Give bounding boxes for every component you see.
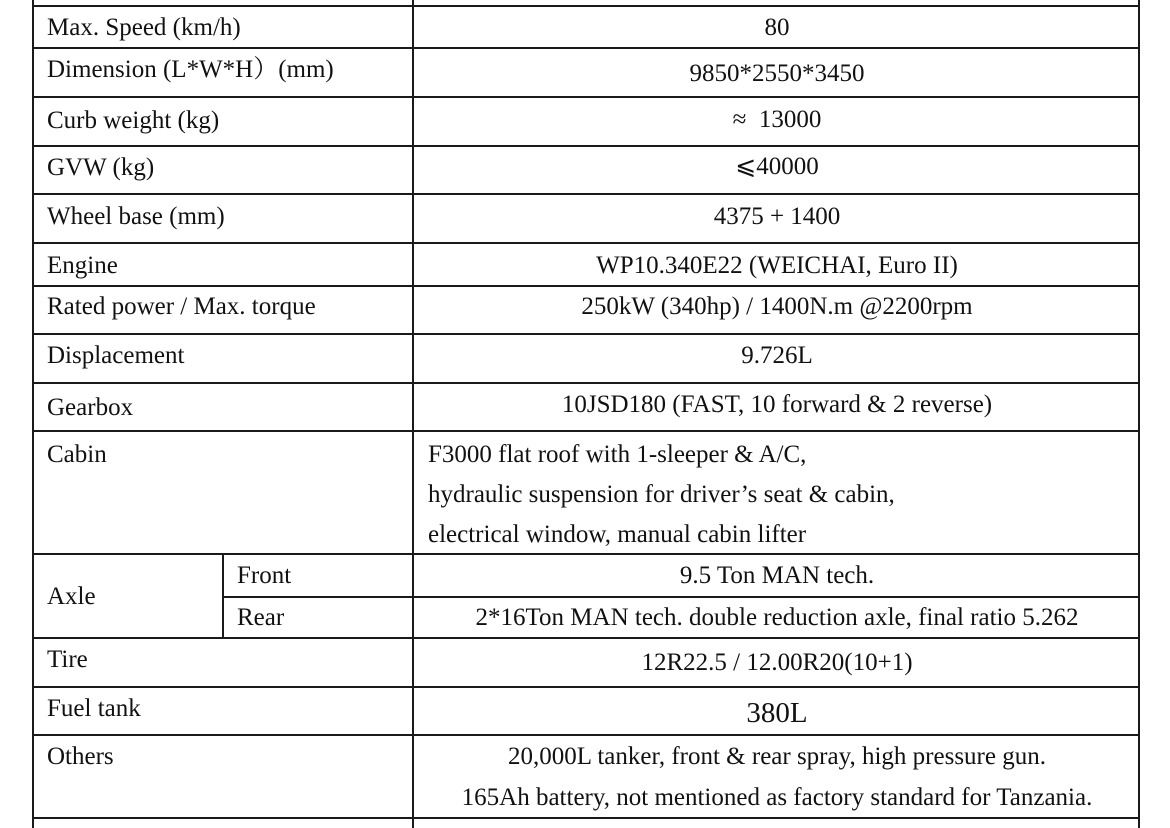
spec-value: 380L bbox=[746, 697, 808, 729]
spec-label: Rated power / Max. torque bbox=[47, 293, 316, 320]
row-divider bbox=[32, 333, 1140, 335]
spec-value: 250kW (340hp) / 1400N.m @2200rpm bbox=[581, 293, 973, 320]
spec-value-line: F3000 flat roof with 1-sleeper & A/C, bbox=[428, 441, 807, 468]
row-divider bbox=[32, 734, 1140, 736]
spec-value: 4375 + 1400 bbox=[713, 203, 841, 230]
spec-label: Displacement bbox=[47, 342, 185, 369]
spec-label: GVW (kg) bbox=[47, 154, 155, 181]
spec-value-line: electrical window, manual cabin lifter bbox=[428, 521, 807, 548]
spec-label: Others bbox=[47, 743, 114, 770]
spec-value-line: hydraulic suspension for driver’s seat & cabin, bbox=[428, 481, 895, 508]
spec-label: Gearbox bbox=[47, 394, 134, 421]
spec-label: Axle bbox=[47, 583, 96, 610]
spec-value: 9.5 Ton MAN tech. bbox=[679, 562, 875, 589]
spec-value-line: 165Ah battery, not mentioned as factory standard for Tanzania. bbox=[461, 784, 1093, 811]
row-divider bbox=[32, 686, 1140, 688]
row-divider bbox=[32, 382, 1140, 384]
spec-label: Tire bbox=[47, 646, 88, 673]
spec-sub-label: Front bbox=[237, 562, 292, 589]
spec-value: 2*16Ton MAN tech. double reduction axle, final ratio 5.262 bbox=[475, 604, 1079, 631]
spec-label: Engine bbox=[47, 252, 118, 279]
spec-value: 80 bbox=[764, 14, 790, 41]
spec-label: Fuel tank bbox=[47, 695, 141, 722]
spec-sub-label: Rear bbox=[237, 604, 285, 631]
spec-label: Wheel base (mm) bbox=[47, 203, 225, 230]
spec-label: Dimension (L*W*H）(mm) bbox=[47, 56, 334, 83]
spec-label: Cabin bbox=[47, 441, 107, 468]
row-divider bbox=[32, 242, 1140, 244]
spec-value: ⩽40000 bbox=[735, 153, 819, 180]
table-border-left bbox=[32, 0, 34, 828]
row-divider bbox=[32, 96, 1140, 98]
spec-value: 9.726L bbox=[741, 342, 813, 369]
row-divider bbox=[32, 430, 1140, 432]
spec-value: 10JSD180 (FAST, 10 forward & 2 reverse) bbox=[561, 391, 993, 418]
row-divider bbox=[32, 5, 1140, 7]
spec-value-line: 20,000L tanker, front & rear spray, high pressure gun. bbox=[508, 743, 1046, 770]
spec-label: Curb weight (kg) bbox=[47, 107, 220, 134]
spec-value: ≈ 13000 bbox=[732, 106, 822, 133]
spec-value: 9850*2550*3450 bbox=[689, 60, 865, 87]
spec-value: WP10.340E22 (WEICHAI, Euro II) bbox=[596, 252, 958, 279]
row-divider bbox=[32, 193, 1140, 195]
spec-label: Max. Speed (km/h) bbox=[47, 14, 241, 41]
spec-value: 12R22.5 / 12.00R20(10+1) bbox=[641, 649, 913, 676]
